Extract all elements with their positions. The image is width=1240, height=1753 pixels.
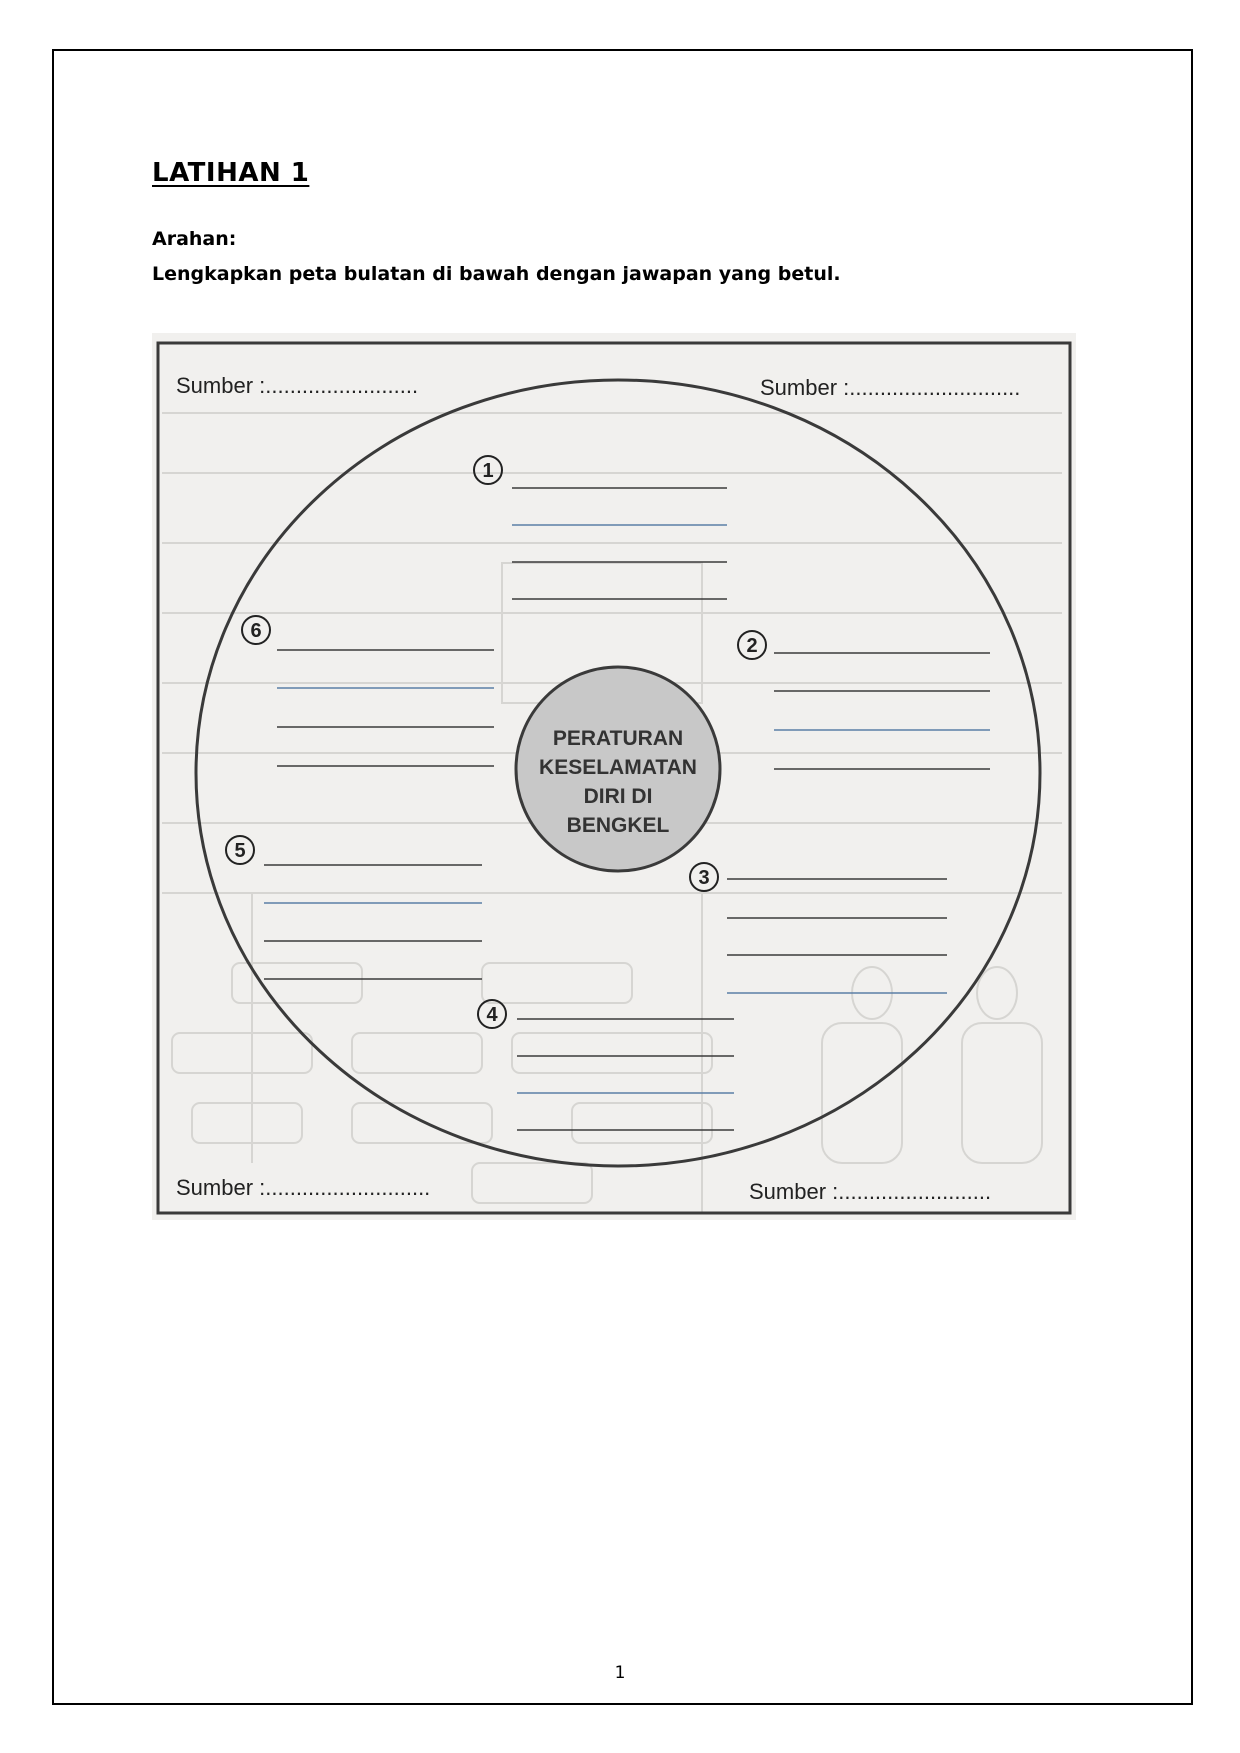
source-label-bottom-left: Sumber :...........................: [176, 1175, 431, 1200]
page-title: LATIHAN 1: [152, 158, 310, 188]
circle-map-worksheet: [152, 333, 1076, 1220]
instruction-text: Lengkapkan peta bulatan di bawah dengan jawapan yang betul.: [152, 263, 841, 285]
source-label-top-right: Sumber :............................: [760, 375, 1021, 400]
center-label-line-1: PERATURAN: [552, 727, 684, 750]
marker-6: 6: [250, 620, 262, 642]
center-label-line-2: KESELAMATAN: [539, 756, 697, 779]
marker-2: 2: [746, 635, 758, 657]
center-label-line-4: BENGKEL: [566, 814, 670, 837]
marker-5: 5: [234, 840, 246, 862]
marker-3: 3: [698, 867, 710, 889]
center-label-line-3: DIRI DI: [583, 785, 653, 808]
instruction-label: Arahan:: [152, 228, 237, 250]
marker-1: 1: [482, 460, 494, 482]
source-label-top-left: Sumber :.........................: [176, 373, 419, 398]
page-number: 1: [614, 1663, 626, 1683]
circle-map-svg: [152, 333, 1076, 1220]
source-label-bottom-right: Sumber :.........................: [749, 1179, 992, 1204]
marker-4: 4: [486, 1004, 498, 1026]
